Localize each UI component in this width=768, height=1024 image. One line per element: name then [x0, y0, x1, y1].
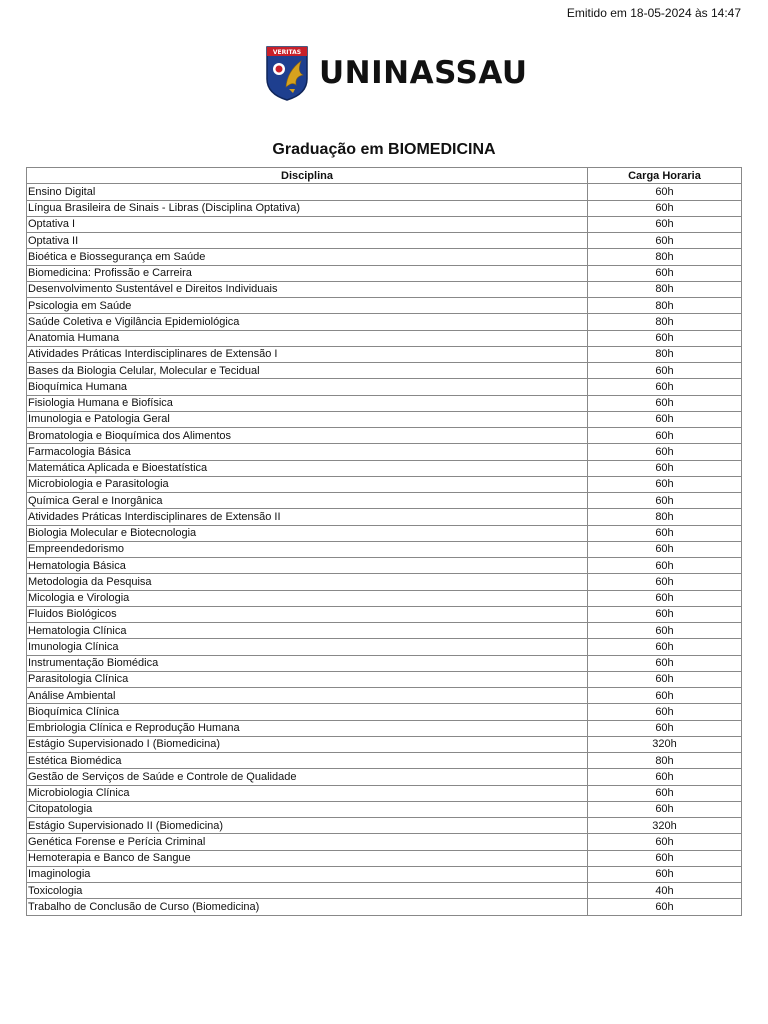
workload-cell: 80h — [588, 346, 742, 362]
workload-cell: 60h — [588, 395, 742, 411]
table-row — [27, 265, 742, 281]
discipline-cell: Hematologia Clínica — [27, 623, 588, 639]
discipline-cell: Toxicologia — [27, 883, 588, 899]
workload-cell: 60h — [588, 899, 742, 915]
discipline-cell: Língua Brasileira de Sinais - Libras (Disciplina Optativa) — [27, 200, 588, 216]
workload-cell: 60h — [588, 184, 742, 200]
table-row — [27, 493, 742, 509]
discipline-cell: Biomedicina: Profissão e Carreira — [27, 265, 588, 281]
table-row — [27, 574, 742, 590]
discipline-cell: Estética Biomédica — [27, 753, 588, 769]
workload-cell: 80h — [588, 249, 742, 265]
workload-cell: 60h — [588, 623, 742, 639]
discipline-cell: Hemoterapia e Banco de Sangue — [27, 850, 588, 866]
workload-cell: 60h — [588, 330, 742, 346]
workload-cell: 80h — [588, 509, 742, 525]
workload-cell: 60h — [588, 639, 742, 655]
workload-cell: 40h — [588, 883, 742, 899]
workload-cell: 60h — [588, 379, 742, 395]
table-row — [27, 411, 742, 427]
discipline-cell: Bioquímica Clínica — [27, 704, 588, 720]
discipline-cell: Optativa I — [27, 216, 588, 232]
shield-motto: VERITAS — [272, 49, 302, 57]
workload-cell: 60h — [588, 801, 742, 817]
discipline-cell: Análise Ambiental — [27, 688, 588, 704]
table-body — [27, 184, 742, 915]
workload-cell: 60h — [588, 200, 742, 216]
table-header-row — [27, 168, 742, 184]
table-row — [27, 460, 742, 476]
table-row — [27, 314, 742, 330]
workload-cell: 60h — [588, 558, 742, 574]
discipline-cell: Biologia Molecular e Biotecnologia — [27, 525, 588, 541]
workload-cell: 60h — [588, 866, 742, 882]
workload-cell: 60h — [588, 704, 742, 720]
workload-cell: 320h — [588, 818, 742, 834]
column-header-discipline: Disciplina — [27, 168, 588, 184]
workload-cell: 60h — [588, 233, 742, 249]
shield-crest-icon — [265, 45, 309, 101]
table-row — [27, 541, 742, 557]
discipline-cell: Atividades Práticas Interdisciplinares de Extensão II — [27, 509, 588, 525]
table-row — [27, 330, 742, 346]
table-row — [27, 736, 742, 752]
discipline-cell: Imaginologia — [27, 866, 588, 882]
discipline-cell: Desenvolvimento Sustentável e Direitos Individuais — [27, 281, 588, 297]
discipline-cell: Gestão de Serviços de Saúde e Controle de Qualidade — [27, 769, 588, 785]
discipline-cell: Bioética e Biossegurança em Saúde — [27, 249, 588, 265]
workload-cell: 60h — [588, 411, 742, 427]
discipline-cell: Parasitologia Clínica — [27, 671, 588, 687]
workload-cell: 60h — [588, 606, 742, 622]
discipline-cell: Bioquímica Humana — [27, 379, 588, 395]
table-row — [27, 363, 742, 379]
table-row — [27, 850, 742, 866]
discipline-cell: Farmacologia Básica — [27, 444, 588, 460]
discipline-cell: Bromatologia e Bioquímica dos Alimentos — [27, 428, 588, 444]
table-row — [27, 655, 742, 671]
workload-cell: 80h — [588, 314, 742, 330]
table-row — [27, 818, 742, 834]
workload-cell: 60h — [588, 444, 742, 460]
workload-cell: 60h — [588, 265, 742, 281]
workload-cell: 60h — [588, 590, 742, 606]
discipline-cell: Ensino Digital — [27, 184, 588, 200]
workload-cell: 60h — [588, 460, 742, 476]
course-title: Graduação em BIOMEDICINA — [272, 141, 496, 158]
table-row — [27, 590, 742, 606]
table-row — [27, 184, 742, 200]
curriculum-table — [26, 167, 742, 916]
discipline-cell: Psicologia em Saúde — [27, 298, 588, 314]
discipline-cell: Atividades Práticas Interdisciplinares de Extensão I — [27, 346, 588, 362]
table-row — [27, 704, 742, 720]
institution-logo — [265, 45, 528, 101]
workload-cell: 60h — [588, 541, 742, 557]
table-row — [27, 428, 742, 444]
table-row — [27, 769, 742, 785]
workload-cell: 60h — [588, 428, 742, 444]
workload-cell: 320h — [588, 736, 742, 752]
table-row — [27, 688, 742, 704]
workload-cell: 60h — [588, 671, 742, 687]
workload-cell: 60h — [588, 655, 742, 671]
discipline-cell: Microbiologia Clínica — [27, 785, 588, 801]
workload-cell: 60h — [588, 769, 742, 785]
workload-cell: 60h — [588, 850, 742, 866]
workload-cell: 60h — [588, 688, 742, 704]
discipline-cell: Instrumentação Biomédica — [27, 655, 588, 671]
table-row — [27, 298, 742, 314]
emission-timestamp: Emitido em 18-05-2024 às 14:47 — [566, 6, 741, 20]
table-row — [27, 395, 742, 411]
discipline-cell: Fluidos Biológicos — [27, 606, 588, 622]
table-row — [27, 249, 742, 265]
table-row — [27, 720, 742, 736]
discipline-cell: Genética Forense e Perícia Criminal — [27, 834, 588, 850]
discipline-cell: Citopatologia — [27, 801, 588, 817]
discipline-cell: Matemática Aplicada e Bioestatística — [27, 460, 588, 476]
workload-cell: 60h — [588, 720, 742, 736]
table-row — [27, 623, 742, 639]
discipline-cell: Metodologia da Pesquisa — [27, 574, 588, 590]
discipline-cell: Saúde Coletiva e Vigilância Epidemiológica — [27, 314, 588, 330]
table-row — [27, 444, 742, 460]
table-row — [27, 671, 742, 687]
workload-cell: 60h — [588, 525, 742, 541]
workload-cell: 60h — [588, 493, 742, 509]
discipline-cell: Optativa II — [27, 233, 588, 249]
table-row — [27, 606, 742, 622]
discipline-cell: Imunologia e Patologia Geral — [27, 411, 588, 427]
workload-cell: 60h — [588, 363, 742, 379]
table-row — [27, 834, 742, 850]
workload-cell: 80h — [588, 753, 742, 769]
table-row — [27, 346, 742, 362]
discipline-cell: Bases da Biologia Celular, Molecular e Tecidual — [27, 363, 588, 379]
discipline-cell: Embriologia Clínica e Reprodução Humana — [27, 720, 588, 736]
table-row — [27, 281, 742, 297]
discipline-cell: Estágio Supervisionado II (Biomedicina) — [27, 818, 588, 834]
workload-cell: 80h — [588, 281, 742, 297]
table-row — [27, 558, 742, 574]
table-row — [27, 866, 742, 882]
workload-cell: 60h — [588, 785, 742, 801]
discipline-cell: Química Geral e Inorgânica — [27, 493, 588, 509]
table-row — [27, 639, 742, 655]
workload-cell: 60h — [588, 476, 742, 492]
discipline-cell: Anatomia Humana — [27, 330, 588, 346]
table-row — [27, 476, 742, 492]
discipline-cell: Microbiologia e Parasitologia — [27, 476, 588, 492]
discipline-cell: Empreendedorismo — [27, 541, 588, 557]
workload-cell: 60h — [588, 834, 742, 850]
table-row — [27, 509, 742, 525]
table-row — [27, 899, 742, 915]
discipline-cell: Estágio Supervisionado I (Biomedicina) — [27, 736, 588, 752]
brand-name: UNINASSAU — [319, 55, 528, 91]
discipline-cell: Imunologia Clínica — [27, 639, 588, 655]
table-row — [27, 883, 742, 899]
discipline-cell: Trabalho de Conclusão de Curso (Biomedicina) — [27, 899, 588, 915]
table-row — [27, 233, 742, 249]
table-row — [27, 216, 742, 232]
discipline-cell: Micologia e Virologia — [27, 590, 588, 606]
table-row — [27, 200, 742, 216]
workload-cell: 80h — [588, 298, 742, 314]
workload-cell: 60h — [588, 574, 742, 590]
table-row — [27, 753, 742, 769]
column-header-workload: Carga Horaria — [588, 168, 742, 184]
table-row — [27, 785, 742, 801]
workload-cell: 60h — [588, 216, 742, 232]
table-row — [27, 379, 742, 395]
table-row — [27, 801, 742, 817]
table-row — [27, 525, 742, 541]
discipline-cell: Hematologia Básica — [27, 558, 588, 574]
discipline-cell: Fisiologia Humana e Biofísica — [27, 395, 588, 411]
